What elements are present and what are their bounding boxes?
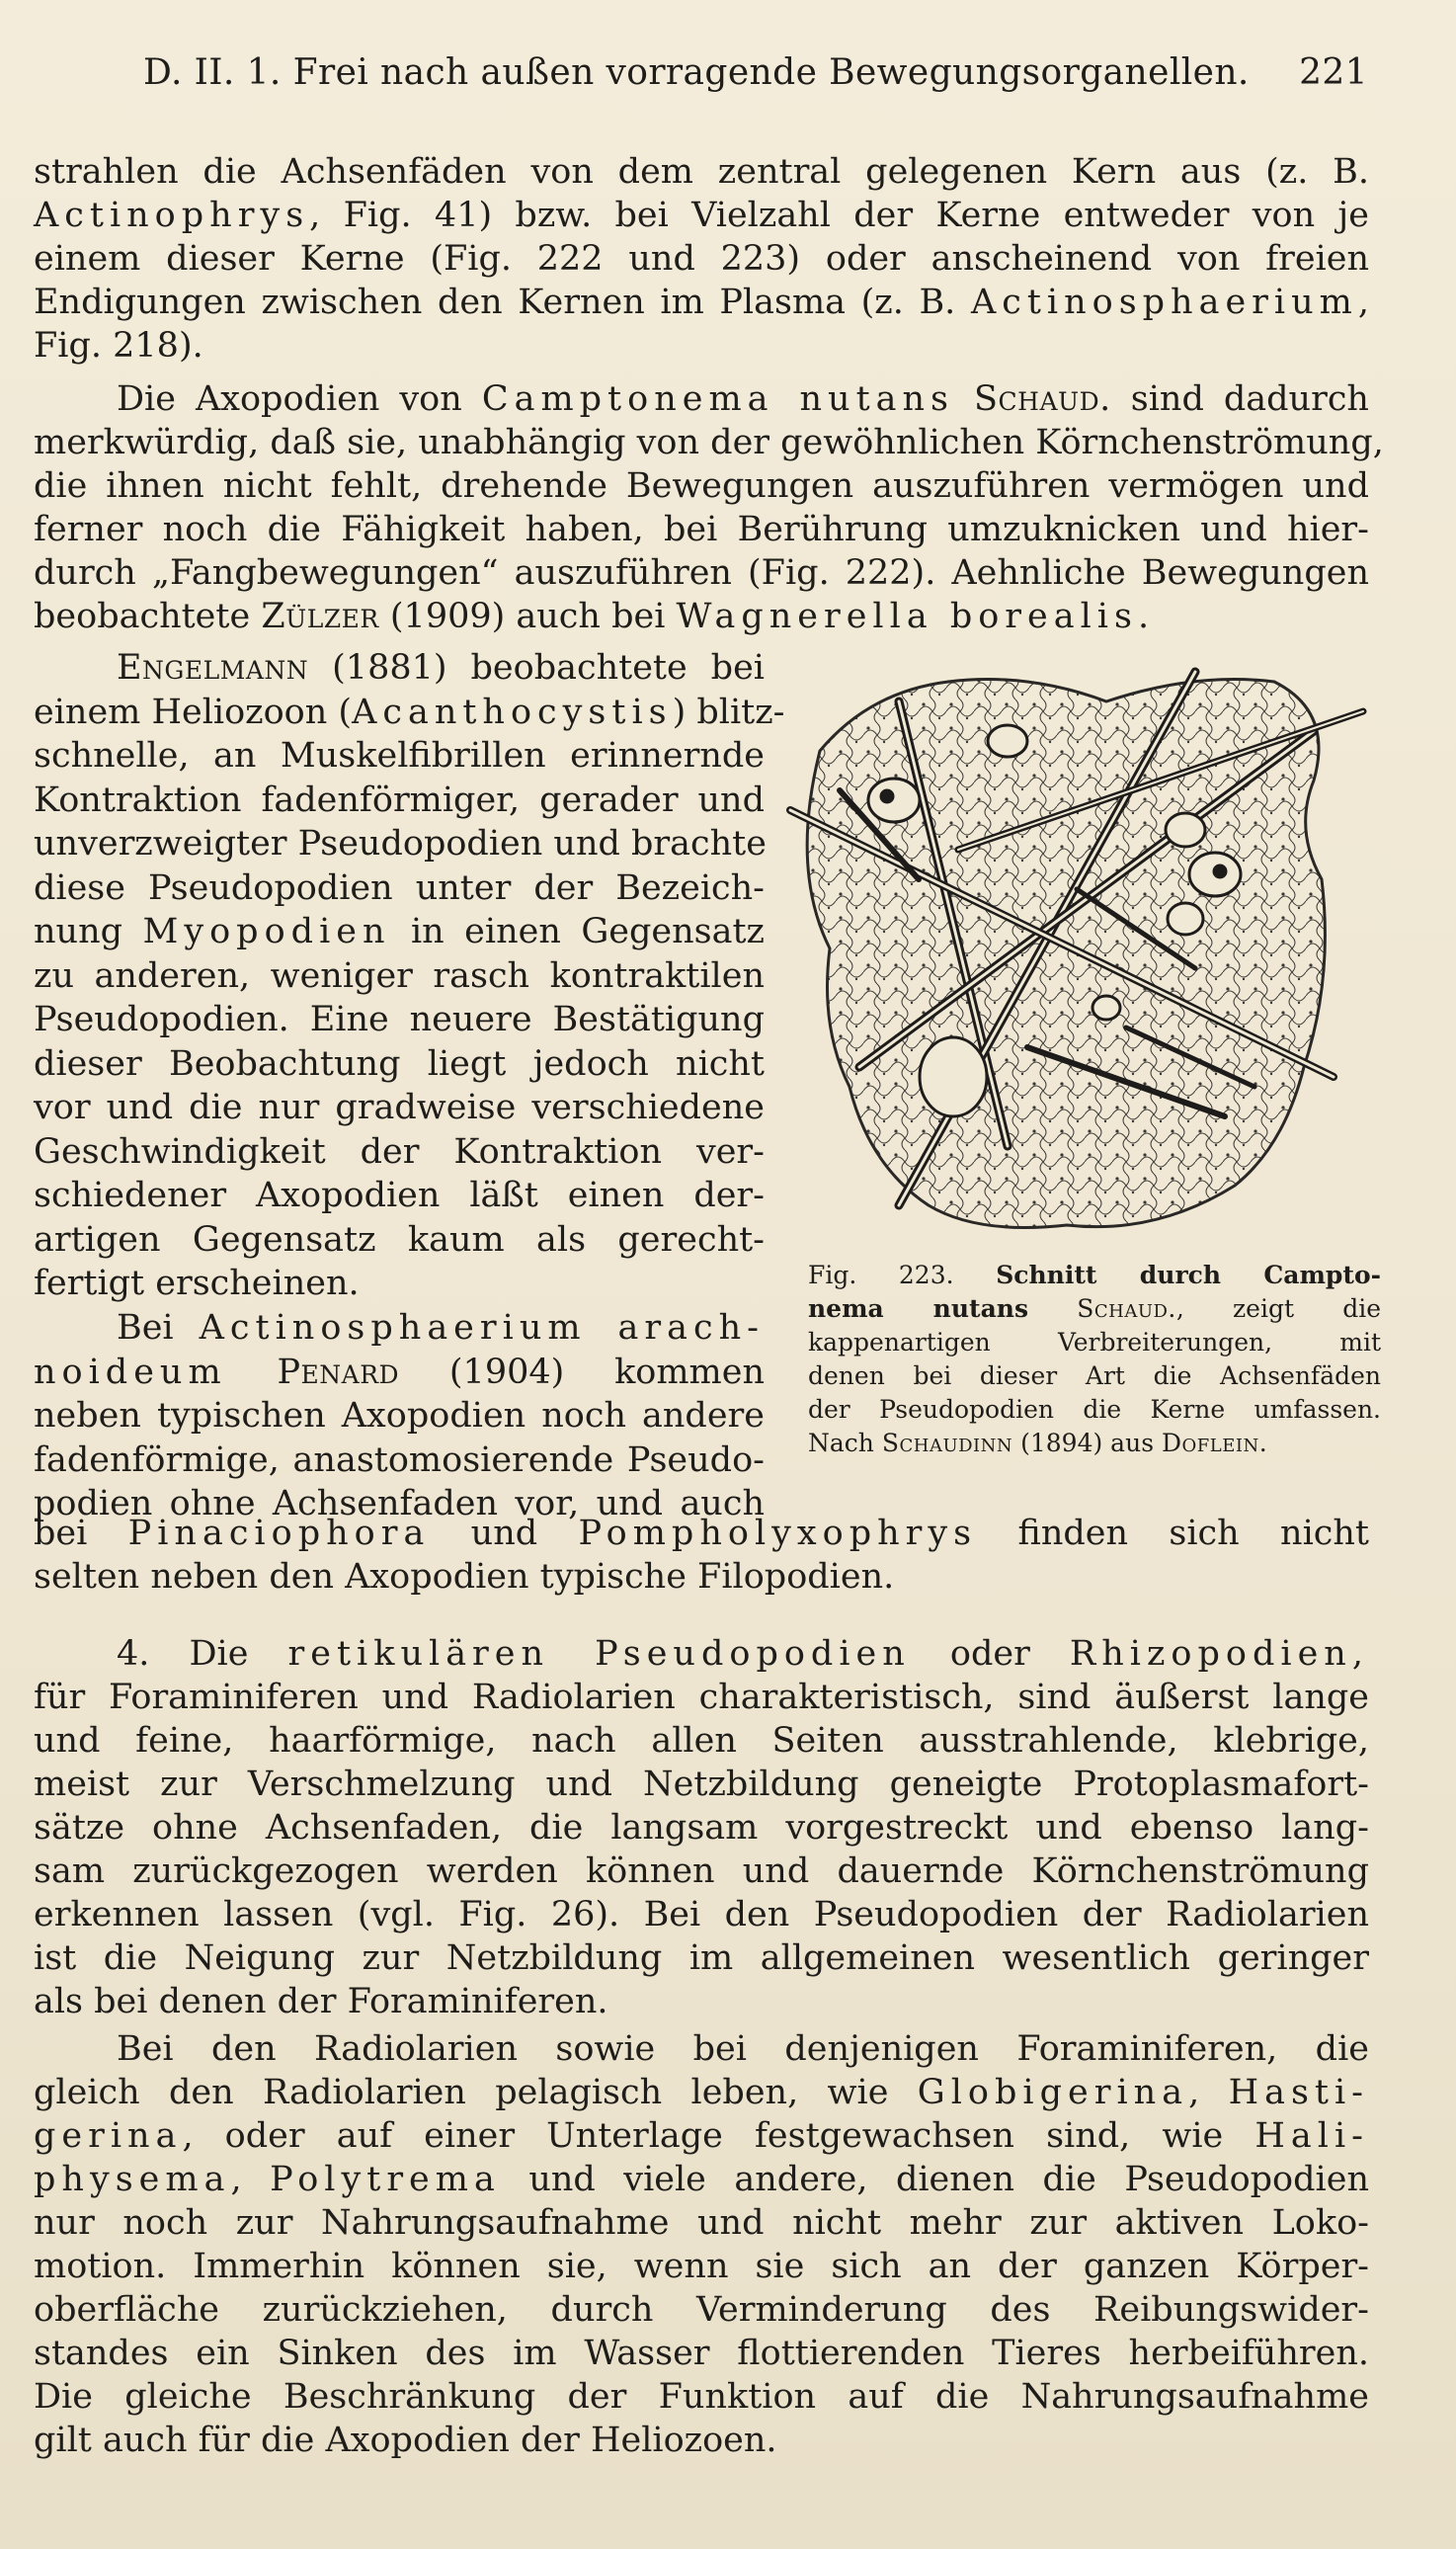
taxon-name: gerina bbox=[34, 2116, 183, 2156]
text-line: zu anderen, weniger rasch kontraktilen bbox=[34, 955, 765, 996]
figure-223-illustration bbox=[780, 652, 1373, 1245]
paragraph-4-full bbox=[34, 1512, 1369, 1599]
text-line: Fig. 218). bbox=[34, 326, 203, 366]
page-number: 221 bbox=[1299, 52, 1368, 93]
term-retikulaere-pseudopodien: retikulären Pseudopodien bbox=[287, 1634, 911, 1674]
text-line: unverzweigter Pseudopodien und brachte bbox=[34, 824, 767, 863]
author-name: Zülzer bbox=[261, 597, 379, 636]
taxon-name: noideum bbox=[34, 1352, 227, 1392]
text-line: standes ein Sinken des im Wasser flottierenden Tieres herbeiführen. bbox=[34, 2334, 1369, 2373]
text-line: fertigt erscheinen. bbox=[34, 1264, 360, 1303]
text-line: noideum Penard (1904) kommen bbox=[34, 1352, 765, 1392]
text-line: erkennen lassen (vgl. Fig. 26). Bei den Pseudopodien der Radiolarien bbox=[34, 1895, 1369, 1934]
text-line: physema, Polytrema und viele andere, dienen die Pseudopodien bbox=[34, 2160, 1369, 2199]
taxon-name: Pompholyxophrys bbox=[578, 1514, 978, 1553]
taxon-name: Actinosphaerium arach- bbox=[199, 1308, 765, 1348]
running-header bbox=[143, 51, 1368, 95]
text-line: beobachtete Zülzer (1909) auch bei Wagnerella borealis. bbox=[34, 597, 1150, 636]
caption-line: der Pseudopodien die Kerne umfassen. bbox=[808, 1395, 1381, 1424]
text-line: Bei Actinosphaerium arach- bbox=[117, 1308, 765, 1348]
paragraph-1 bbox=[34, 150, 1369, 368]
text-line: Kontraktion fadenförmiger, gerader und bbox=[34, 780, 765, 820]
text-line: Geschwindigkeit der Kontraktion ver- bbox=[34, 1131, 765, 1172]
text-line: Pseudopodien. Eine neuere Bestätigung bbox=[34, 1000, 765, 1039]
taxon-name: physema bbox=[34, 2160, 231, 2199]
paragraph-5 bbox=[34, 1632, 1369, 2023]
author-name: Schaud. bbox=[1077, 1294, 1176, 1323]
caption-line: Nach Schaudinn (1894) aus Doflein. bbox=[808, 1429, 1268, 1457]
text-line: sam zurückgezogen werden können und dauernde Körnchenströmung bbox=[34, 1851, 1369, 1891]
text-line: selten neben den Axopodien typische Filopodien. bbox=[34, 1557, 895, 1597]
text-line: Die Axopodien von Camptonema nutans Schaud. sind dadurch bbox=[117, 379, 1369, 419]
paragraph-4-column bbox=[34, 1306, 765, 1526]
text-line: ferner noch die Fähigkeit haben, bei Berührung umzuknicken und hier- bbox=[34, 510, 1369, 549]
author-name: Penard bbox=[277, 1352, 400, 1392]
taxon-name: Hali- bbox=[1254, 2116, 1369, 2156]
text-line: und feine, haarförmige, nach allen Seiten ausstrahlende, klebrige, bbox=[34, 1721, 1369, 1761]
author-name: Schaud. bbox=[974, 379, 1111, 419]
text-line: diese Pseudopodien unter der Bezeich- bbox=[34, 867, 765, 908]
author-name: Doflein. bbox=[1161, 1429, 1268, 1457]
text-line: die ihnen nicht fehlt, drehende Bewegungen auszuführen vermögen und bbox=[34, 466, 1369, 506]
term-rhizopodien: Rhizopodien, bbox=[1069, 1634, 1369, 1674]
text-line: schnelle, an Muskelfibrillen erinnernde bbox=[34, 736, 765, 776]
text-line: podien ohne Achsenfaden vor, und auch bbox=[34, 1484, 765, 1523]
text-line: für Foraminiferen und Radiolarien charakteristisch, sind äußerst lange bbox=[34, 1678, 1369, 1717]
taxon-name: Camptonema nutans bbox=[481, 379, 955, 419]
taxon-name: Acanthocystis bbox=[352, 692, 673, 732]
text-line: Endigungen zwischen den Kernen im Plasma (z. B. Actinosphaerium, bbox=[34, 283, 1369, 322]
text-line: merkwürdig, daß sie, unabhängig von der gewöhnlichen Körnchenströmung, bbox=[34, 423, 1384, 462]
text-line: Actinophrys, Fig. 41) bzw. bei Vielzahl der Kerne entweder von je bbox=[34, 196, 1369, 235]
text-line: ist die Neigung zur Netzbildung im allgemeinen wesentlich geringer bbox=[34, 1938, 1369, 1978]
text-line: einem Heliozoon (Acanthocystis) blitz- bbox=[34, 692, 785, 732]
taxon-name: Globigerina bbox=[917, 2073, 1189, 2112]
text-line: nung Myopodien in einen Gegensatz bbox=[34, 912, 765, 951]
text-line: gerina, oder auf einer Unterlage festgewachsen sind, wie Hali- bbox=[34, 2116, 1369, 2156]
figure-caption bbox=[808, 1259, 1381, 1460]
taxon-name: Pinaciophora bbox=[127, 1514, 431, 1553]
author-name: Engelmann bbox=[117, 648, 309, 688]
text-line: neben typischen Axopodien noch andere bbox=[34, 1396, 765, 1436]
taxon-name: Actinophrys bbox=[34, 196, 310, 235]
text-line: bei Pinaciophora und Pompholyxophrys finden sich nicht bbox=[34, 1514, 1369, 1553]
text-line: schiedener Axopodien läßt einen der- bbox=[34, 1176, 765, 1215]
caption-line: Fig. 223. Schnitt durch Campto- bbox=[808, 1261, 1382, 1289]
text-line: durch „Fangbewegungen“ auszuführen (Fig. 222). Aehnliche Bewegungen bbox=[34, 553, 1369, 593]
paragraph-2 bbox=[34, 377, 1384, 638]
cell-body-outline bbox=[807, 680, 1325, 1228]
paragraph-3 bbox=[34, 646, 785, 1306]
author-name: Schaudinn bbox=[881, 1429, 1013, 1457]
text-line: strahlen die Achsenfäden von dem zentral gelegenen Kern aus (z. B. bbox=[34, 152, 1369, 192]
text-line: einem dieser Kerne (Fig. 222 und 223) oder anscheinend von freien bbox=[34, 239, 1369, 279]
text-line: gleich den Radiolarien pelagisch leben, wie Globigerina, Hasti- bbox=[34, 2073, 1369, 2112]
text-line: 4. Die retikulären Pseudopodien oder Rhizopodien, bbox=[117, 1634, 1369, 1674]
text-line: Engelmann (1881) beobachtete bei bbox=[117, 648, 765, 688]
taxon-name: Wagnerella borealis bbox=[676, 597, 1138, 636]
text-line: gilt auch für die Axopodien der Heliozoen. bbox=[34, 2421, 777, 2460]
text-line: artigen Gegensatz kaum als gerecht- bbox=[34, 1219, 765, 1260]
caption-line: nema nutans Schaud., zeigt die bbox=[808, 1294, 1381, 1323]
text-line: als bei denen der Foraminiferen. bbox=[34, 1982, 608, 2021]
taxon-name: Hasti- bbox=[1228, 2073, 1369, 2112]
text-line: Bei den Radiolarien sowie bei denjenigen Foraminiferen, die bbox=[117, 2029, 1369, 2069]
text-line: dieser Beobachtung liegt jedoch nicht bbox=[34, 1043, 765, 1084]
text-line: nur noch zur Nahrungsaufnahme und nicht mehr zur aktiven Loko- bbox=[34, 2203, 1369, 2243]
text-line: fadenförmige, anastomosierende Pseudo- bbox=[34, 1439, 765, 1480]
text-line: sätze ohne Achsenfaden, die langsam vorgestreckt und ebenso lang- bbox=[34, 1808, 1369, 1848]
text-line: vor und die nur gradweise verschiedene bbox=[34, 1088, 765, 1127]
paragraph-6 bbox=[34, 2027, 1369, 2462]
caption-line: kappenartigen Verbreiterungen, mit bbox=[808, 1328, 1381, 1357]
text-line: oberfläche zurückziehen, durch Verminderung des Reibungswider- bbox=[34, 2290, 1369, 2330]
text-line: Die gleiche Beschränkung der Funktion auf die Nahrungsaufnahme bbox=[34, 2377, 1369, 2417]
taxon-name: Polytrema bbox=[270, 2160, 501, 2199]
caption-line: denen bei dieser Art die Achsenfäden bbox=[808, 1361, 1381, 1390]
taxon-name: Actinosphaerium bbox=[970, 283, 1358, 322]
text-line: meist zur Verschmelzung und Netzbildung geneigte Protoplasmafort- bbox=[34, 1765, 1369, 1804]
running-title: D. II. 1. Frei nach außen vorragende Bewegungsorganellen. bbox=[143, 52, 1250, 93]
text-line: motion. Immerhin können sie, wenn sie sich an der ganzen Körper- bbox=[34, 2247, 1369, 2286]
term-myopodien: Myopodien bbox=[142, 912, 391, 951]
